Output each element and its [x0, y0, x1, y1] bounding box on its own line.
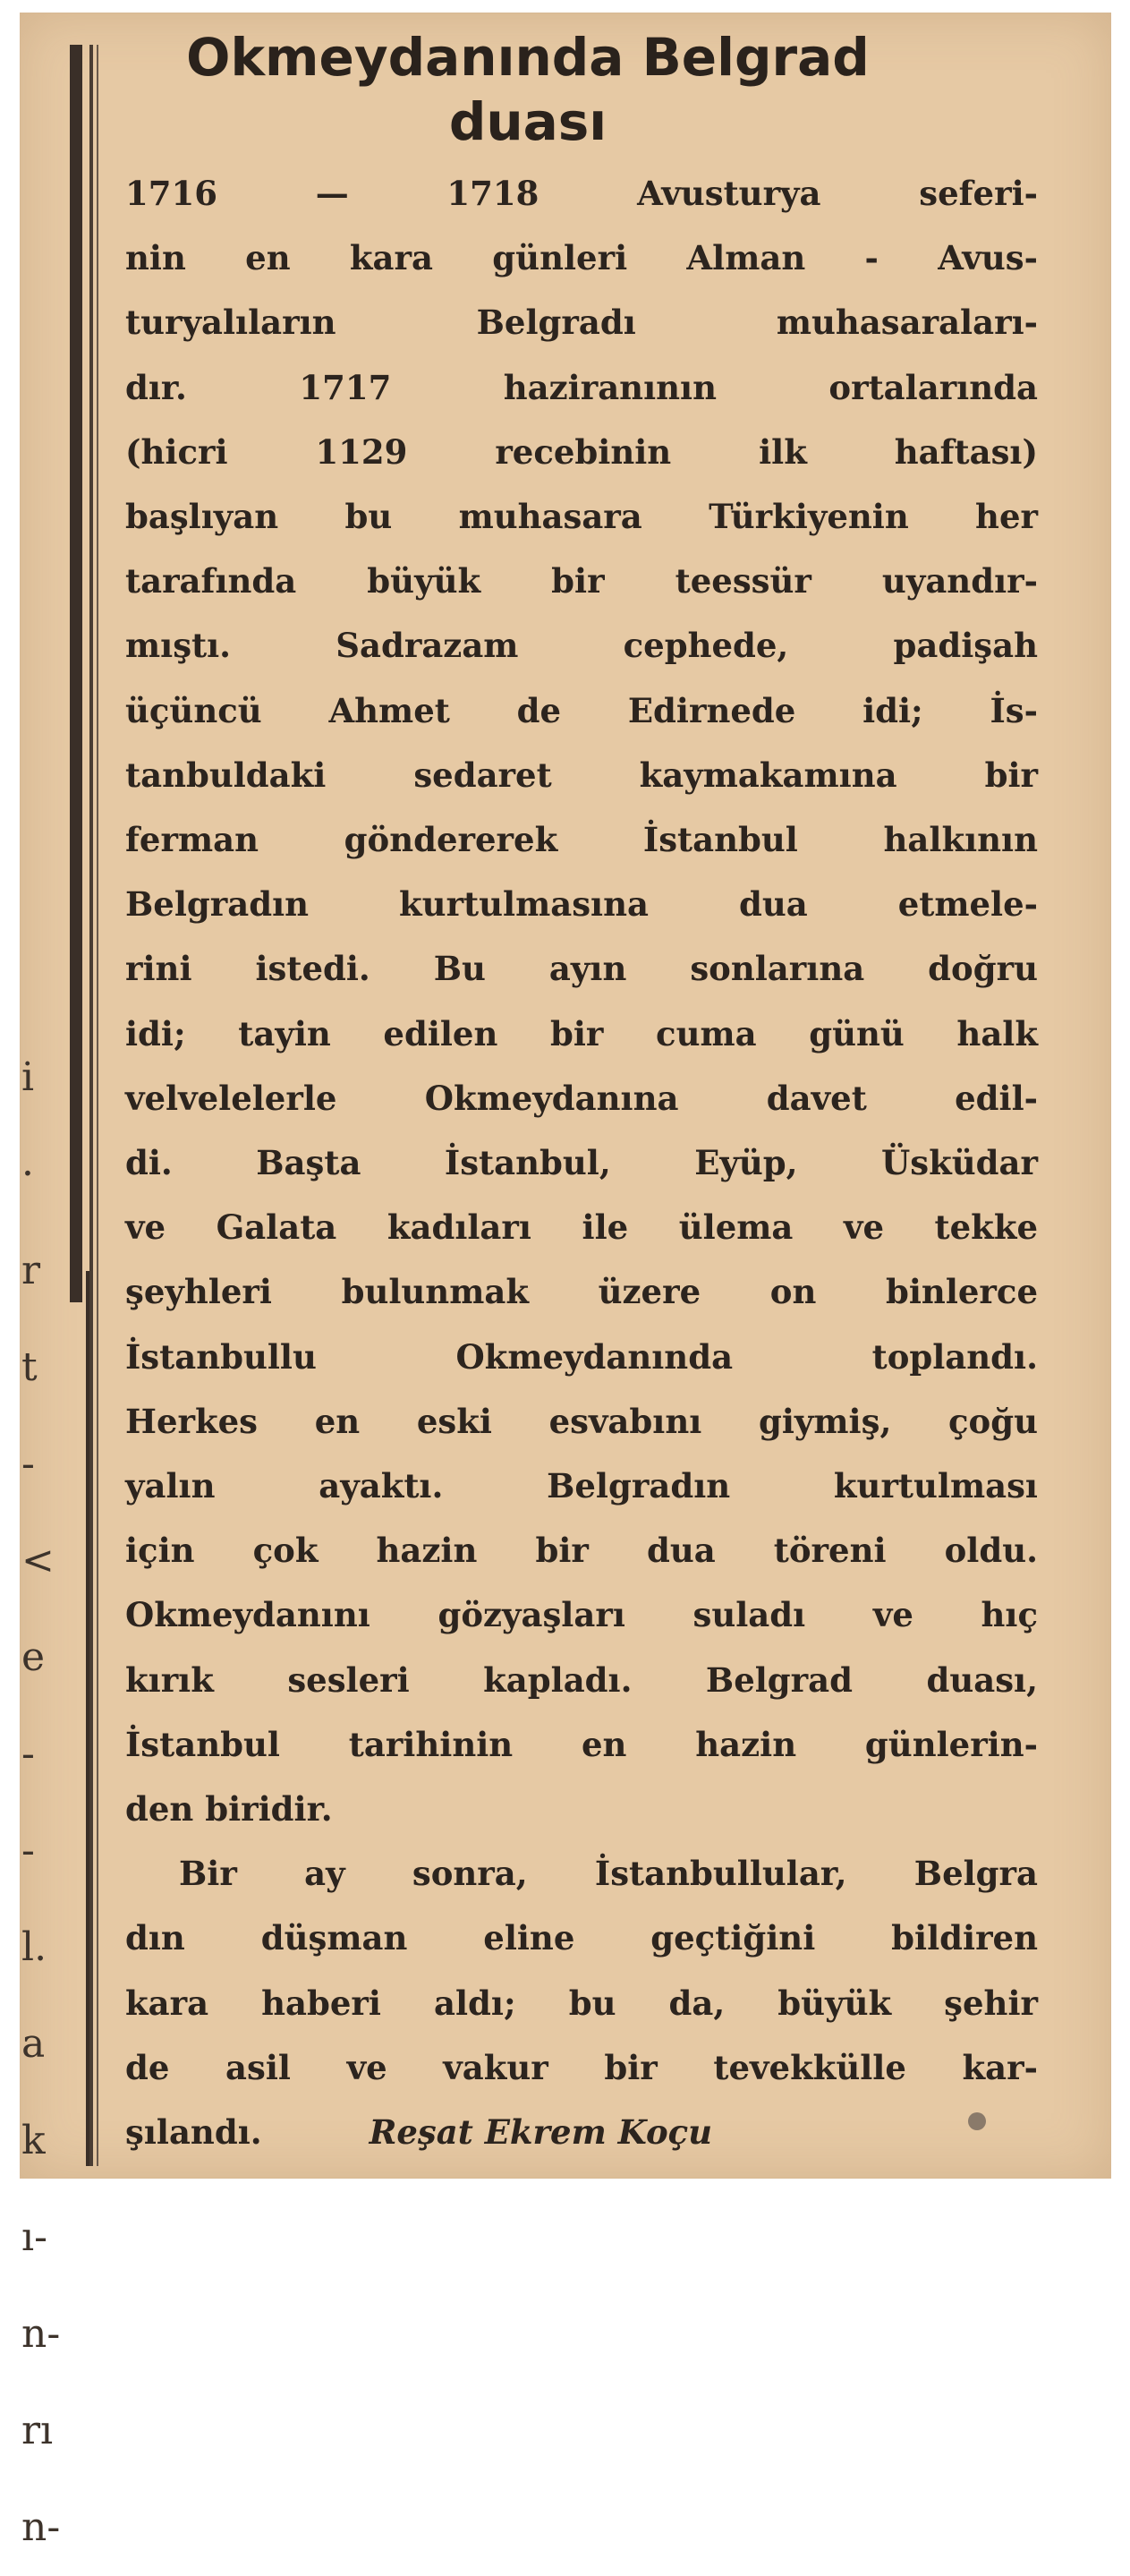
article-headline — [125, 25, 930, 154]
body-line: üçüncü Ahmet de Edirnede idi; İs- — [125, 690, 1038, 730]
margin-fragment: rı — [21, 2408, 54, 2453]
body-line: kara haberi aldı; bu da, büyük şehir — [125, 1983, 1038, 2023]
body-line: şılandı. — [125, 2112, 262, 2153]
author-signature: Reşat Ekrem Koçu — [369, 2112, 713, 2153]
body-line: dır. 1717 haziranının ortalarında — [125, 367, 1038, 407]
margin-fragment: - — [21, 1828, 35, 1873]
body-line: Belgradın kurtulmasına dua etmele- — [125, 884, 1038, 925]
body-line: için çok hazin bir dua töreni oldu. — [125, 1531, 1038, 1571]
margin-fragment: - — [21, 1441, 35, 1487]
body-line: mıştı. Sadrazam cephede, padişah — [125, 626, 1038, 666]
body-line: Bir ay sonra, İstanbullular, Belgra — [179, 1854, 1038, 1894]
body-line: rini istedi. Bu ayın sonlarına doğru — [125, 949, 1038, 989]
margin-fragment: · — [21, 1151, 34, 1197]
margin-fragments — [21, 1029, 61, 2576]
headline-line-2: duası — [448, 91, 607, 152]
article-body — [125, 161, 1038, 2164]
column-rule-thick — [70, 45, 82, 1302]
body-line: idi; tayin edilen bir cuma günü halk — [125, 1013, 1038, 1053]
body-line: dın düşman eline geçtiğini bildiren — [125, 1918, 1038, 1958]
margin-fragment: - — [21, 1731, 35, 1777]
body-line: velvelelerle Okmeydanına davet edil- — [125, 1078, 1038, 1118]
margin-fragment: < — [21, 1538, 55, 1583]
body-line: tarafında büyük bir teessür uyandır- — [125, 561, 1038, 601]
headline-line-1: Okmeydanında Belgrad — [186, 27, 870, 88]
body-line: 1716 — 1718 Avusturya seferi- — [125, 174, 1038, 213]
body-line: nin en kara günleri Alman - Avus- — [125, 238, 1038, 278]
body-line: kırık sesleri kapladı. Belgrad duası, — [125, 1659, 1038, 1700]
margin-fragment: l. — [21, 1924, 47, 1970]
body-line: yalın ayaktı. Belgradın kurtulması — [125, 1466, 1038, 1506]
margin-fragment: t — [21, 1344, 38, 1390]
body-line: (hicri 1129 recebinin ilk haftası) — [125, 431, 1038, 472]
margin-fragment: k — [21, 2118, 46, 2163]
margin-fragment: r — [21, 1248, 41, 1293]
body-line: İstanbul tarihinin en hazin günlerin- — [125, 1724, 1038, 1764]
body-line: tanbuldaki sedaret kaymakamına bir — [125, 755, 1038, 795]
margin-fragment: n- — [21, 2311, 61, 2357]
body-line: İstanbullu Okmeydanında toplandı. — [125, 1336, 1038, 1377]
margin-fragment: n- — [21, 2504, 61, 2550]
margin-fragment: e — [21, 1634, 46, 1680]
column-rule-thin — [89, 45, 93, 2166]
column-rule-hairline — [97, 45, 98, 2166]
final-line — [125, 2100, 1038, 2164]
margin-fragment: a — [21, 2021, 46, 2067]
body-line: ve Galata kadıları ile ülema ve tekke — [125, 1207, 1038, 1248]
body-line: Herkes en eski esvabını giymiş, çoğu — [125, 1401, 1038, 1441]
margin-fragment: i — [21, 1054, 35, 1100]
margin-fragment: ı- — [21, 2214, 47, 2260]
body-line: den biridir. — [125, 1789, 333, 1830]
body-line: Okmeydanını gözyaşları suladı ve hıç — [125, 1595, 1038, 1635]
body-line: di. Başta İstanbul, Eyüp, Üsküdar — [125, 1143, 1038, 1183]
paper-hole — [968, 2112, 986, 2130]
body-line: de asil ve vakur bir tevekkülle kar- — [125, 2047, 1038, 2087]
body-line: başlıyan bu muhasara Türkiyenin her — [125, 497, 1038, 537]
body-line: şeyhleri bulunmak üzere on binlerce — [125, 1272, 1038, 1312]
body-line: ferman göndererek İstanbul halkının — [125, 820, 1038, 860]
body-line: turyalıların Belgradı muhasaraları- — [125, 303, 1038, 343]
